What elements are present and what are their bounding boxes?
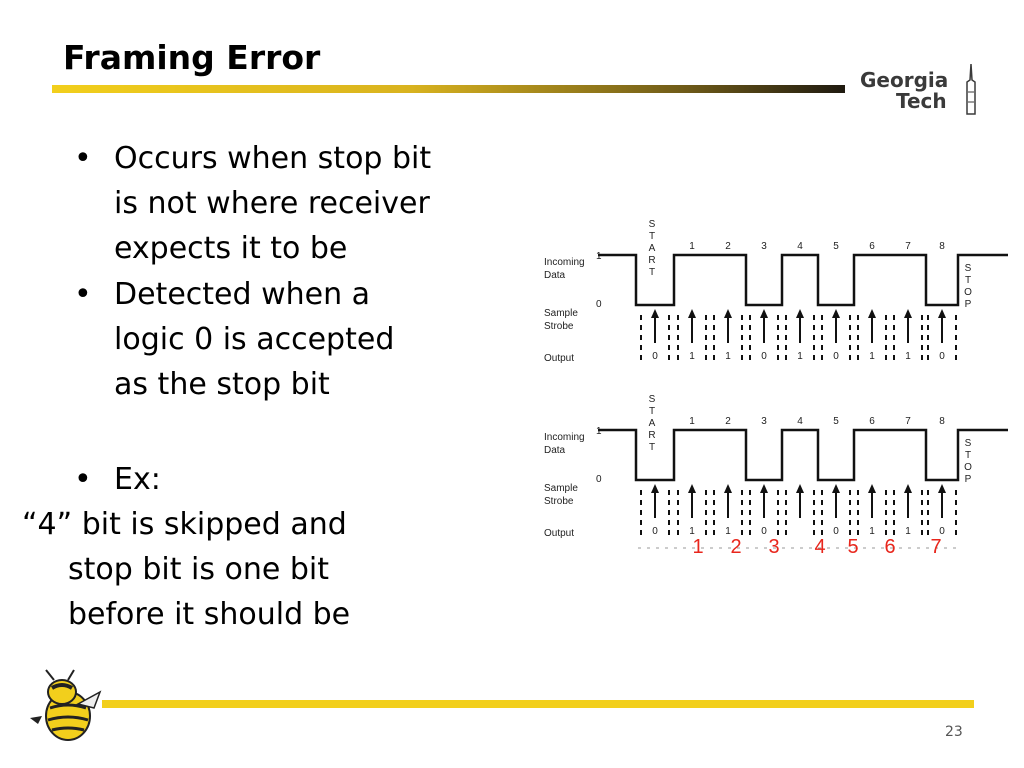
incoming-data-label: Data <box>544 270 566 281</box>
output-bit: 1 <box>869 526 875 537</box>
bit-number: 7 <box>905 241 911 252</box>
output-bit: 0 <box>833 526 839 537</box>
arrowhead-icon <box>868 309 876 318</box>
bit-number: 2 <box>725 416 731 427</box>
arrowhead-icon <box>651 484 659 493</box>
bit-number: 6 <box>869 241 875 252</box>
start-letter: A <box>648 418 656 429</box>
sample-strobe-label: Strobe <box>544 321 574 332</box>
bit-number: 3 <box>761 241 767 252</box>
output-bit: 0 <box>761 526 767 537</box>
arrowhead-icon <box>651 309 659 318</box>
level-low-label: 0 <box>596 474 602 485</box>
output-bit: 1 <box>725 526 731 537</box>
bullet-marker: • <box>74 277 92 312</box>
bullet-line: Detected when a <box>114 277 371 312</box>
logo-line2: Tech <box>896 89 947 113</box>
output-bit: 1 <box>725 351 731 362</box>
output-bit: 0 <box>833 351 839 362</box>
arrowhead-icon <box>938 484 946 493</box>
bullet-line: is not where receiver <box>114 186 430 221</box>
stop-letter: S <box>964 263 972 274</box>
arrowhead-icon <box>760 484 768 493</box>
bullet-marker: • <box>74 141 92 176</box>
output-label: Output <box>544 528 575 539</box>
start-letter: S <box>648 394 656 405</box>
bit-number: 6 <box>869 416 875 427</box>
stop-letter: P <box>964 299 972 310</box>
bit-number: 4 <box>797 416 803 427</box>
stop-letter: P <box>964 474 972 485</box>
output-bit: 0 <box>939 351 945 362</box>
sample-count: 3 <box>768 536 780 558</box>
output-bit: 0 <box>652 351 658 362</box>
start-letter: T <box>648 231 656 242</box>
stop-letter: O <box>964 287 972 298</box>
level-high-label: 1 <box>596 426 602 437</box>
example-line: stop bit is one bit <box>68 552 330 587</box>
arrowhead-icon <box>904 309 912 318</box>
title-underline <box>52 85 845 93</box>
framing-diagram <box>538 218 1018 568</box>
start-letter: T <box>648 267 656 278</box>
bit-number: 7 <box>905 416 911 427</box>
bit-number: 8 <box>939 241 945 252</box>
bit-number: 3 <box>761 416 767 427</box>
bullet-item <box>68 136 528 271</box>
sample-count: 4 <box>814 536 826 558</box>
arrowhead-icon <box>904 484 912 493</box>
buzz-mascot-icon <box>28 668 104 746</box>
sample-count: 1 <box>692 536 704 558</box>
start-letter: R <box>648 255 656 266</box>
incoming-data-label: Data <box>544 445 566 456</box>
arrowhead-icon <box>724 309 732 318</box>
start-letter: S <box>648 219 656 230</box>
level-high-label: 1 <box>596 251 602 262</box>
output-label: Output <box>544 353 575 364</box>
arrowhead-icon <box>832 484 840 493</box>
bit-number: 1 <box>689 241 695 252</box>
stop-letter: O <box>964 462 972 473</box>
output-bit: 0 <box>939 526 945 537</box>
start-letter: R <box>648 430 656 441</box>
bit-number: 5 <box>833 241 839 252</box>
stop-letter: T <box>964 275 972 286</box>
start-letter: A <box>648 243 656 254</box>
sample-count: 2 <box>730 536 742 558</box>
sample-count: 6 <box>884 536 896 558</box>
incoming-data-label: Incoming <box>544 432 585 443</box>
output-bit: 0 <box>761 351 767 362</box>
data-waveform <box>598 255 1008 305</box>
georgia-tech-logo <box>858 62 980 118</box>
data-waveform <box>598 430 1008 480</box>
arrowhead-icon <box>832 309 840 318</box>
logo-line1: Georgia <box>860 68 949 92</box>
bit-number: 1 <box>689 416 695 427</box>
bullet-marker: • <box>74 462 92 497</box>
stop-letter: T <box>964 450 972 461</box>
slide-title: Framing Error <box>63 38 321 77</box>
arrowhead-icon <box>760 309 768 318</box>
arrowhead-icon <box>796 309 804 318</box>
output-bit: 1 <box>797 351 803 362</box>
bullet-line: logic 0 is accepted <box>114 322 395 357</box>
level-low-label: 0 <box>596 299 602 310</box>
bullet-item <box>68 272 528 407</box>
bullet-line: expects it to be <box>114 231 348 266</box>
start-letter: T <box>648 406 656 417</box>
output-bit: 0 <box>652 526 658 537</box>
sample-count: 5 <box>847 536 859 558</box>
sample-strobe-label: Strobe <box>544 496 574 507</box>
arrowhead-icon <box>868 484 876 493</box>
arrowhead-icon <box>724 484 732 493</box>
arrowhead-icon <box>938 309 946 318</box>
bullet-line: as the stop bit <box>114 367 330 402</box>
stop-letter: S <box>964 438 972 449</box>
bullet-line: Occurs when stop bit <box>114 141 432 176</box>
arrowhead-icon <box>796 484 804 493</box>
spacer <box>68 407 528 457</box>
example-line: before it should be <box>68 597 351 632</box>
arrowhead-icon <box>688 484 696 493</box>
example-line: “4” bit is skipped and <box>22 507 347 542</box>
sample-strobe-label: Sample <box>544 483 578 494</box>
example-paragraph <box>22 502 528 637</box>
output-bit: 1 <box>689 351 695 362</box>
bullet-item <box>68 457 528 502</box>
bit-number: 4 <box>797 241 803 252</box>
output-bit: 1 <box>869 351 875 362</box>
page-number: 23 <box>945 724 963 740</box>
output-bit: 1 <box>689 526 695 537</box>
start-letter: T <box>648 442 656 453</box>
sample-count: 7 <box>930 536 942 558</box>
bullet-line: Ex: <box>114 462 161 497</box>
bullet-list <box>22 136 528 637</box>
sample-strobe-label: Sample <box>544 308 578 319</box>
bit-number: 2 <box>725 241 731 252</box>
incoming-data-label: Incoming <box>544 257 585 268</box>
bit-number: 5 <box>833 416 839 427</box>
output-bit: 1 <box>905 526 911 537</box>
tower-icon <box>962 62 980 118</box>
bit-number: 8 <box>939 416 945 427</box>
footer-rule <box>102 700 974 708</box>
output-bit: 1 <box>905 351 911 362</box>
arrowhead-icon <box>688 309 696 318</box>
